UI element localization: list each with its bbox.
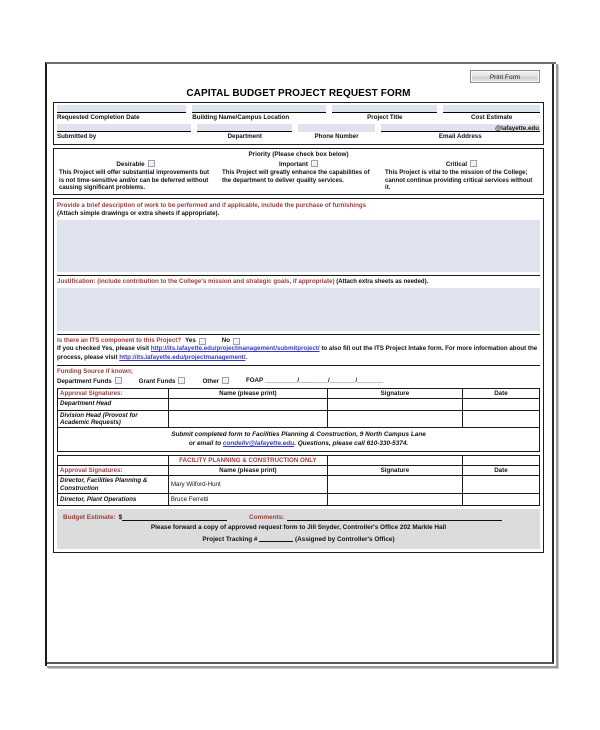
priority-critical-description: This Project is vital to the mission of the College; cannot continue providing critical services without it. bbox=[385, 169, 533, 192]
divider-justification bbox=[57, 334, 540, 335]
priority-columns bbox=[54, 160, 543, 192]
project-tracking-note: (Assigned by Controller's Office) bbox=[295, 536, 395, 544]
priority-critical-checkbox[interactable] bbox=[470, 160, 477, 167]
fpc-banner-spacer-mid bbox=[327, 456, 462, 466]
funding-department-funds-label: Department Funds bbox=[57, 377, 112, 385]
approval-signatures-table bbox=[57, 388, 540, 429]
its-yes-label: Yes bbox=[185, 336, 196, 344]
fpc-director-plant-date[interactable] bbox=[462, 494, 539, 506]
department-head-date-cell[interactable] bbox=[462, 398, 539, 410]
document-frame bbox=[47, 64, 554, 664]
justification-heading-note: (Attach extra sheets as needed). bbox=[336, 278, 429, 285]
fpc-director-facilities-signature[interactable] bbox=[327, 476, 462, 494]
justification-heading-text: Justification: (include contribution to the College's mission and strategic goals, if appropriate) bbox=[57, 277, 335, 285]
fpc-banner-spacer-right bbox=[462, 456, 539, 466]
its-submit-project-link[interactable]: http://its.lafayette.edu/projectmanagement/submitproject/ bbox=[150, 345, 320, 353]
funding-grant-funds-label: Grant Funds bbox=[138, 377, 176, 385]
submit-instructions-line2 bbox=[58, 439, 539, 448]
fpc-signatures-table bbox=[57, 455, 540, 506]
priority-desirable-description: This Project will offer substantial improvements but is not time-sensitive and/or can be deferred without causing significant problems. bbox=[59, 169, 209, 192]
phone-number-label: Phone Number bbox=[314, 133, 359, 140]
page-title: CAPITAL BUDGET PROJECT REQUEST FORM bbox=[186, 88, 411, 99]
project-tracking-row bbox=[63, 535, 534, 543]
priority-critical-label: Critical bbox=[445, 161, 468, 168]
fpc-director-facilities-name[interactable]: Mary Wilford-Hunt bbox=[168, 476, 327, 494]
phone-number-input[interactable] bbox=[298, 124, 374, 132]
division-head-signature-cell[interactable] bbox=[327, 410, 462, 428]
field-department bbox=[197, 124, 298, 141]
justification-textarea[interactable] bbox=[57, 288, 540, 331]
cost-estimate-label: Cost Estimate bbox=[471, 114, 513, 121]
form-body-section bbox=[53, 198, 544, 553]
requested-completion-date-input[interactable] bbox=[57, 105, 186, 113]
comments-input[interactable] bbox=[287, 513, 502, 521]
fpc-director-plant-signature[interactable] bbox=[327, 494, 462, 506]
division-head-name-cell[interactable] bbox=[168, 410, 327, 428]
controller-footer-section bbox=[57, 509, 540, 549]
comments-label: Comments: bbox=[249, 514, 285, 522]
funding-other-label: Other bbox=[202, 377, 219, 385]
priority-section bbox=[53, 148, 544, 195]
priority-desirable-label: Desirable bbox=[116, 161, 145, 168]
approval-signatures-header: Approval Signatures: bbox=[58, 388, 169, 398]
date-header: Date bbox=[462, 388, 539, 398]
its-question-row bbox=[57, 337, 540, 346]
priority-important-header bbox=[222, 160, 375, 168]
budget-estimate-label: Budget Estimate: bbox=[63, 514, 116, 522]
project-title-input[interactable] bbox=[332, 105, 437, 113]
its-project-management-link[interactable]: http://its.lafayette.edu/projectmanagement/ bbox=[119, 353, 246, 361]
submit-instructions-line1: Submit completed form to Facilities Planning & Construction, 9 North Campus Lane bbox=[171, 431, 426, 439]
fpc-header-row bbox=[58, 466, 540, 476]
fpc-banner-spacer-left bbox=[58, 456, 169, 466]
project-tracking-label: Project Tracking # bbox=[202, 536, 258, 544]
its-instructions bbox=[57, 345, 540, 362]
foap-label: FOAP bbox=[245, 377, 264, 385]
building-name-label: Building Name/Campus Location bbox=[192, 114, 290, 121]
priority-important-checkbox[interactable] bbox=[311, 160, 318, 167]
funding-options-row bbox=[57, 377, 540, 385]
its-instructions-part2: to also fill out the ITS Project Intake form. For more information about the process, please visit bbox=[57, 345, 538, 361]
fpc-director-plant-label: Director, Plant Operations bbox=[58, 494, 169, 506]
funding-heading: Funding Source if known; bbox=[57, 367, 133, 375]
project-tracking-input[interactable] bbox=[259, 535, 293, 542]
field-project-title bbox=[332, 105, 443, 122]
field-email-address bbox=[381, 124, 540, 141]
field-cost-estimate bbox=[443, 105, 540, 122]
submitted-by-label: Submitted by bbox=[57, 133, 97, 140]
priority-critical-header bbox=[385, 160, 538, 168]
divider-its bbox=[57, 365, 540, 366]
header-row-1 bbox=[57, 105, 540, 122]
header-row-2 bbox=[57, 124, 540, 141]
budget-currency-symbol: $ bbox=[118, 514, 123, 522]
table-row bbox=[58, 398, 540, 410]
requested-completion-date-label: Requested Completion Date bbox=[57, 114, 140, 121]
priority-option-desirable bbox=[54, 160, 217, 192]
field-requested-completion-date bbox=[57, 105, 192, 122]
table-row bbox=[58, 476, 540, 494]
priority-important-description: This Project will greatly enhance the capabilities of the department to deliver quality services. bbox=[222, 169, 370, 184]
print-form-button[interactable]: Print Form bbox=[470, 70, 540, 83]
submit-email-prefix: or email to bbox=[188, 440, 223, 448]
department-head-signature-cell[interactable] bbox=[327, 398, 462, 410]
submit-instructions bbox=[57, 428, 540, 452]
priority-heading: Priority (Please check box below) bbox=[248, 151, 349, 158]
table-header-row bbox=[58, 388, 540, 398]
budget-estimate-row bbox=[63, 513, 534, 521]
funding-department-funds bbox=[57, 377, 122, 385]
project-title-label: Project Title bbox=[367, 114, 403, 121]
department-head-label: Department Head bbox=[58, 398, 169, 410]
funding-grant-funds-checkbox[interactable] bbox=[178, 377, 185, 384]
fpc-banner-label: FACILITY PLANNING & CONSTRUCTION ONLY bbox=[168, 456, 327, 466]
fpc-signature-header: Signature bbox=[327, 466, 462, 476]
priority-option-critical bbox=[380, 160, 543, 192]
its-instructions-part1: If you checked Yes, please visit bbox=[57, 345, 151, 353]
department-label: Department bbox=[227, 133, 262, 140]
funding-other bbox=[202, 377, 229, 385]
field-building-name bbox=[192, 105, 332, 122]
foap-input[interactable]: __________/_________/________/________ bbox=[264, 377, 383, 385]
department-head-name-cell[interactable] bbox=[168, 398, 327, 410]
fpc-director-plant-name[interactable]: Bruce Ferretti bbox=[168, 494, 327, 506]
field-phone-number bbox=[298, 124, 380, 141]
signature-header: Signature bbox=[327, 388, 462, 398]
cost-estimate-input[interactable] bbox=[443, 105, 540, 113]
priority-desirable-header bbox=[59, 160, 212, 168]
field-submitted-by bbox=[57, 124, 197, 141]
divider-description bbox=[57, 275, 540, 276]
email-domain-suffix: @lafayette.edu bbox=[495, 125, 539, 132]
priority-important-label: Important bbox=[278, 161, 309, 168]
email-address-label: Email Address bbox=[438, 133, 482, 140]
its-no-label: No bbox=[221, 336, 231, 344]
division-head-label: Division Head (Provost for Academic Requests) bbox=[58, 410, 169, 428]
fpc-director-facilities-label: Director, Facilities Planning & Construction bbox=[58, 476, 169, 494]
description-heading-line1: Provide a brief description of work to be performed and if applicable, include the purchase of furnishings bbox=[57, 201, 367, 209]
fpc-date-header: Date bbox=[462, 466, 539, 476]
funding-department-funds-checkbox[interactable] bbox=[115, 377, 122, 384]
fpc-approval-signatures-header: Approval Signatures: bbox=[58, 466, 169, 476]
its-question-label: Is there an ITS component to this Project? bbox=[57, 337, 182, 345]
name-header: Name (please print) bbox=[168, 388, 327, 398]
funding-grant-funds bbox=[139, 377, 186, 385]
priority-desirable-checkbox[interactable] bbox=[148, 160, 155, 167]
building-name-input[interactable] bbox=[192, 105, 326, 113]
division-head-date-cell[interactable] bbox=[462, 410, 539, 428]
table-row bbox=[58, 410, 540, 428]
fpc-director-facilities-date[interactable] bbox=[462, 476, 539, 494]
its-instructions-part3: . bbox=[245, 353, 248, 361]
funding-other-checkbox[interactable] bbox=[222, 377, 229, 384]
print-toolbar bbox=[53, 68, 544, 84]
department-input[interactable] bbox=[197, 124, 292, 132]
description-heading-line2: (Attach simple drawings or extra sheets if appropriate). bbox=[57, 209, 220, 217]
its-no-checkbox[interactable] bbox=[233, 338, 240, 345]
forward-copy-note: Please forward a copy of approved request form to Jill Snyder, Controller's Office 202 Markle Hall bbox=[150, 524, 447, 532]
its-yes-checkbox[interactable] bbox=[199, 338, 206, 345]
justification-heading bbox=[57, 278, 540, 286]
priority-option-important bbox=[217, 160, 380, 192]
submit-email-suffix: . Questions, please call 610-330-5374. bbox=[294, 440, 409, 448]
fpc-banner-row bbox=[58, 456, 540, 466]
header-fields-block bbox=[53, 102, 544, 145]
foap-group bbox=[246, 377, 383, 384]
submitted-by-input[interactable] bbox=[57, 124, 191, 132]
form-sheet bbox=[47, 64, 550, 660]
submit-email-link[interactable]: condellv@lafayette.edu bbox=[222, 440, 295, 448]
fpc-name-header: Name (please print) bbox=[168, 466, 327, 476]
budget-estimate-input[interactable] bbox=[122, 513, 227, 521]
table-row bbox=[58, 494, 540, 506]
description-textarea[interactable] bbox=[57, 220, 540, 272]
